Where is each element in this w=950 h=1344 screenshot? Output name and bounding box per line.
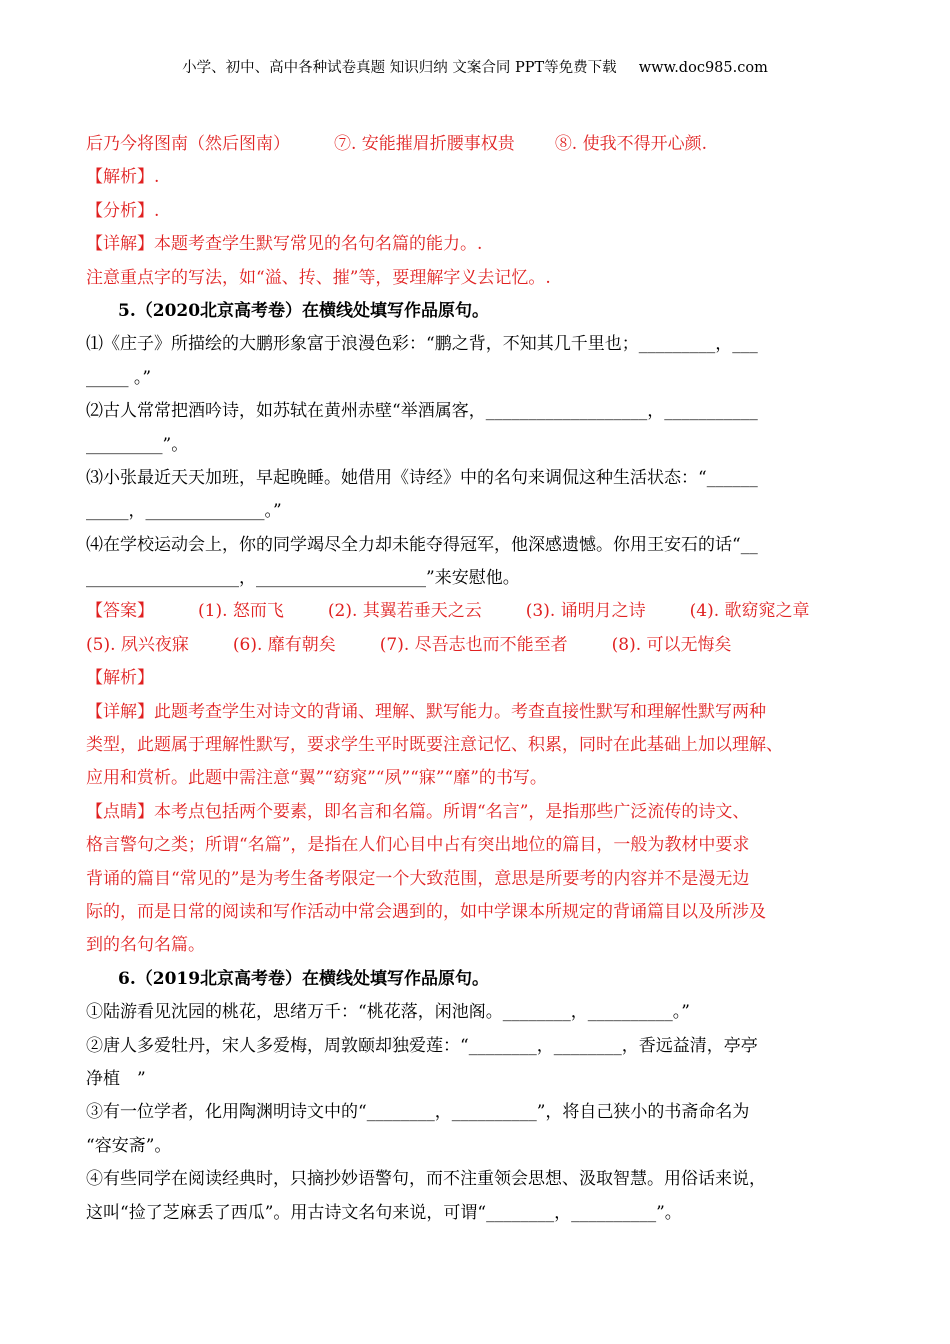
prev-fenxi: 【分析】. (86, 200, 160, 221)
answer-item: (3). 诵明月之诗 (525, 601, 646, 622)
q6-part2-line1: ②唐人多爱牡丹，宋人多爱梅，周敦颐却独爱莲：“________，________，香远益清，亭亭 (86, 1035, 758, 1056)
answer-item: (5). 夙兴夜寐 (86, 634, 189, 655)
answer-item: (4). 歌窈窕之章 (689, 601, 810, 622)
q5-jiexi: 【解析】 (86, 668, 154, 689)
q5-part4-line2: __________________，____________________”来安慰他。 (86, 568, 520, 589)
answer-item: (6). 靡有朝矣 (232, 634, 336, 655)
q5-detail-line2: 类型，此题属于理解性默写，要求学生平时既要注意记忆、积累，同时在此基础上加以理解、 (86, 735, 783, 756)
q5-part2-line2: _________”。 (86, 434, 189, 455)
answer-item: (7). 尽吾志也而不能至者 (379, 634, 568, 655)
q5-part3-line1: ⑶小张最近天天加班，早起晚睡。她借用《诗经》中的名句来调侃这种生活状态：“______ (86, 467, 758, 488)
q6-part1: ①陆游看见沈园的桃花，思绪万千：“桃花落，闲池阁。________，__________。” (86, 1002, 690, 1023)
q5-part3-line2: _____，______________。” (86, 501, 282, 522)
answer-label: 【答案】 (86, 601, 154, 622)
q6-part4-line1: ④有些同学在阅读经典时，只摘抄妙语警句，而不注重领会思想、汲取智慧。用俗话来说， (86, 1169, 766, 1190)
q5-part1-line2: _____ 。” (86, 367, 152, 388)
page-header (0, 58, 950, 78)
q6-part3-line1: ③有一位学者，化用陶渊明诗文中的“________，__________”，将自己狭小的书斋命名为 (86, 1102, 750, 1123)
answer-item: (2). 其翼若垂天之云 (327, 601, 482, 622)
answer-item: (1). 怒而飞 (198, 601, 284, 622)
prev-answer-8: ⑧. 使我不得开心颜. (554, 134, 708, 154)
q5-detail-line1: 【详解】此题考查学生对诗文的背诵、理解、默写能力。考查直接性默写和理解性默写两种 (86, 701, 766, 722)
q5-tip-line5: 到的名句名篇。 (86, 935, 205, 956)
q5-answer-line1 (86, 595, 876, 628)
q5-part2-line1: ⑵古人常常把酒吟诗，如苏轼在黄州赤壁“举酒属客，___________________，___________ (86, 401, 758, 422)
q5-answer-line2 (86, 629, 876, 662)
q5-detail-line3: 应用和赏析。此题中需注意“翼”“窈窕”“夙”“寐”“靡”的书写。 (86, 768, 547, 789)
q5-tip-line2: 格言警句之类；所谓“名篇”，是指在人们心目中占有突出地位的篇目，一般为教材中要求 (86, 835, 750, 856)
q5-part1-line1: ⑴《庄子》所描绘的大鹏形象富于浪漫色彩：“鹏之背，不知其几千里也；_________，___ (86, 334, 758, 355)
q5-tip-line4: 际的，而是日常的阅读和写作活动中常会遇到的，如中学课本所规定的背诵篇目以及所涉及 (86, 901, 766, 922)
prev-note: 注意重点字的写法，如“溢、抟、摧”等，要理解字义去记忆。. (86, 267, 551, 288)
q5-tip-line3: 背诵的篇目“常见的”是为考生备考限定一个大致范围，意思是所要考的内容并不是漫无边 (86, 868, 750, 889)
q6-title: 6.（2019北京高考卷）在横线处填写作品原句。 (118, 968, 490, 989)
header-text: 小学、初中、高中各种试卷真题 知识归纳 文案合同 PPT等免费下载 (182, 60, 617, 76)
answer-item: (8). 可以无悔矣 (611, 634, 732, 655)
prev-answer-6: 后乃今将图南（然后图南） (86, 134, 290, 154)
q5-tip-line1: 【点睛】本考点包括两个要素，即名言和名篇。所谓“名言”，是指那些广泛流传的诗文、 (86, 801, 750, 822)
q5-title: 5.（2020北京高考卷）在横线处填写作品原句。 (118, 300, 490, 321)
header-site: www.doc985.com (638, 60, 768, 76)
q6-part4-line2: 这叫“捡了芝麻丢了西瓜”。用古诗文名句来说，可谓“________，__________”。 (86, 1202, 682, 1223)
q6-part2-line2: 净植 ” (86, 1068, 146, 1089)
document-body (86, 128, 876, 1230)
prev-answer-7: ⑦. 安能摧眉折腰事权贵 (334, 134, 515, 154)
q6-part3-line2: “容安斋”。 (86, 1135, 172, 1156)
prev-jiexi: 【解析】. (86, 167, 160, 188)
q5-part4-line1: ⑷在学校运动会上，你的同学竭尽全力却未能夺得冠军，他深感遗憾。你用王安石的话“__ (86, 534, 758, 555)
prev-answer-line (86, 128, 876, 161)
prev-xiangjie: 【详解】本题考查学生默写常见的名句名篇的能力。. (86, 234, 483, 255)
